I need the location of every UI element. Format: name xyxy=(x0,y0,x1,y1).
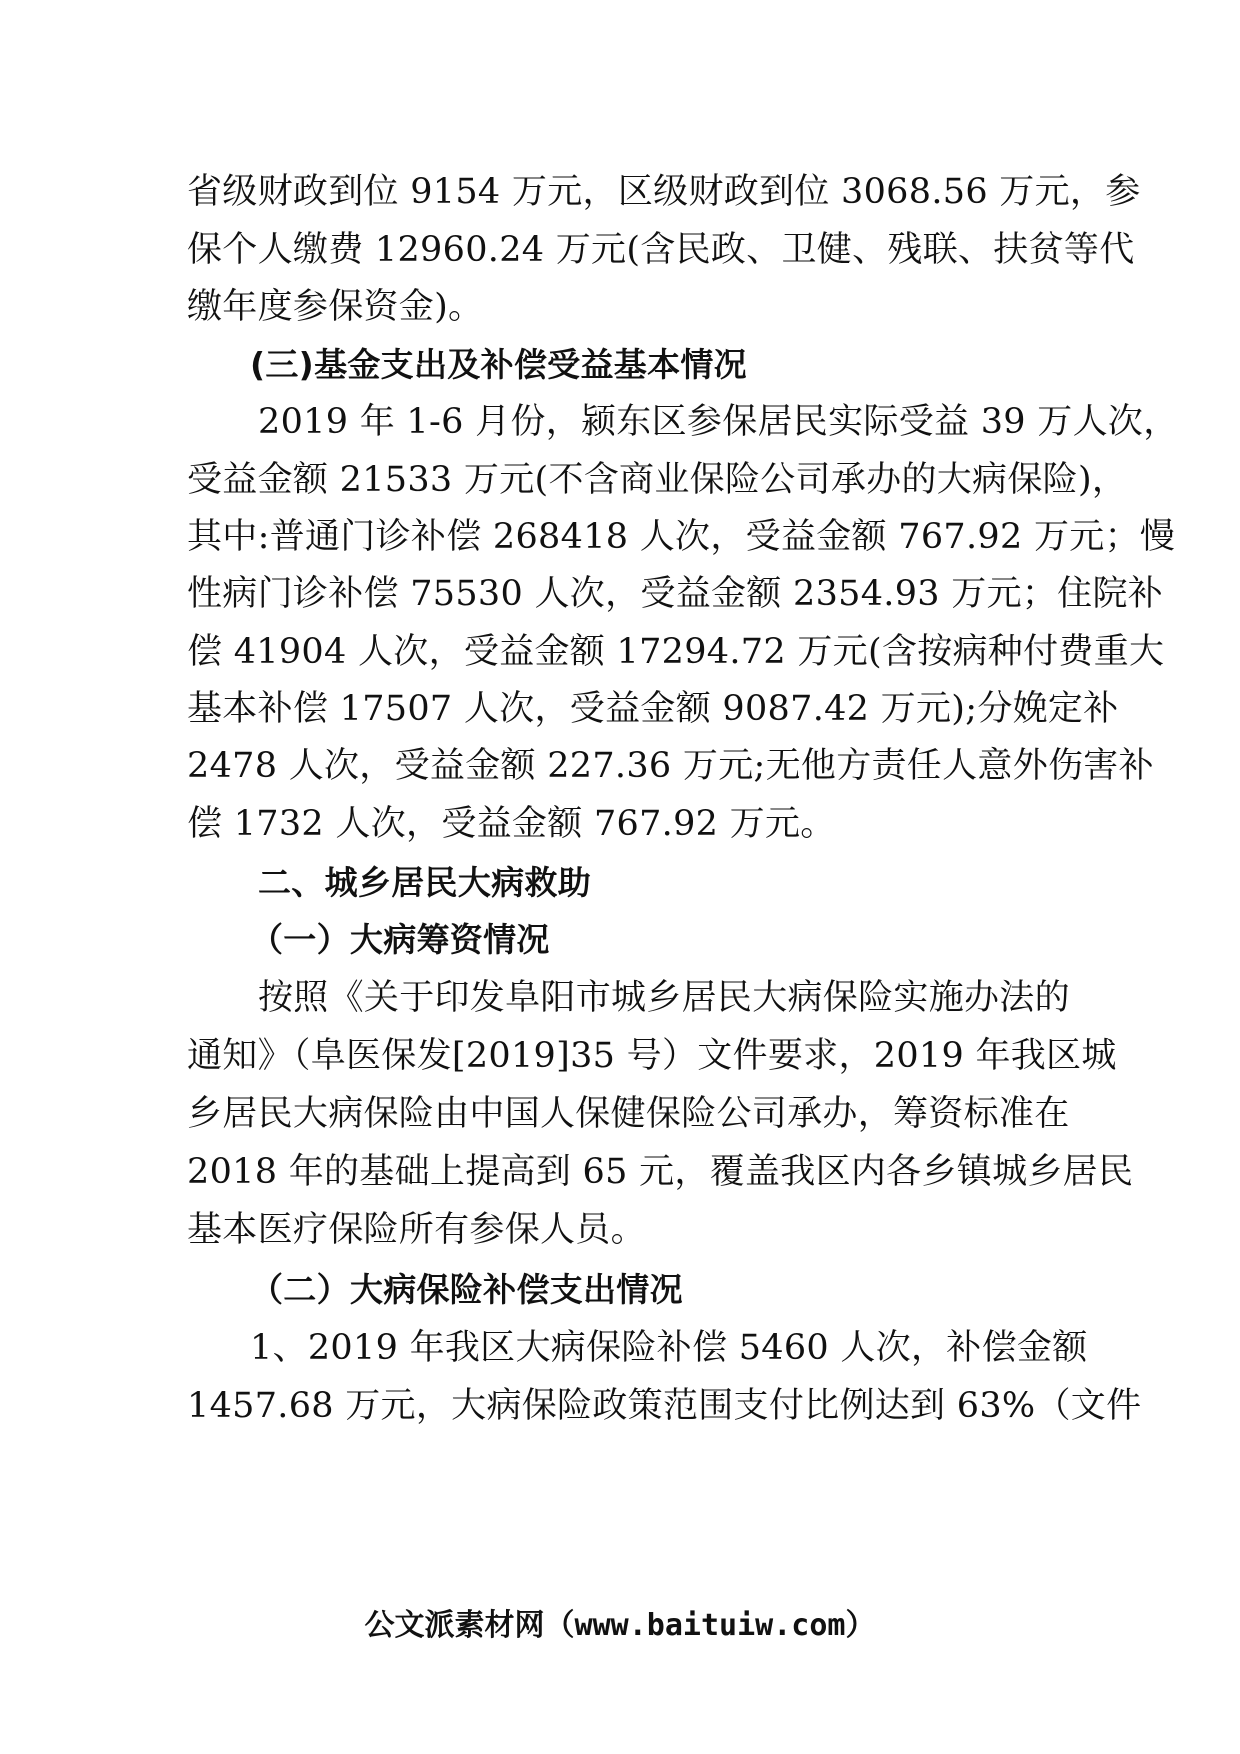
body-text-line: 偿 41904 人次，受益金额 17294.72 万元(含按病种付费重大 xyxy=(187,632,1165,672)
paragraph-first-line: 按照《关于印发阜阳市城乡居民大病保险实施办法的 xyxy=(258,978,1070,1018)
body-text-line: 乡居民大病保险由中国人保健保险公司承办，筹资标准在 xyxy=(187,1094,1070,1134)
body-text-line: 基本医疗保险所有参保人员。 xyxy=(187,1210,646,1250)
paragraph-first-line: 1、2019 年我区大病保险补偿 5460 人次，补偿金额 xyxy=(250,1328,1088,1368)
footer-watermark: 公文派素材网（www.baituiw.com） xyxy=(364,1608,876,1643)
body-text-line: 偿 1732 人次，受益金额 767.92 万元。 xyxy=(187,804,836,844)
body-text-line: 其中:普通门诊补偿 268418 人次，受益金额 767.92 万元；慢 xyxy=(187,517,1176,557)
body-text-line: 通知》（阜医保发[2019]35 号）文件要求，2019 年我区城 xyxy=(187,1036,1117,1076)
body-text-line: 保个人缴费 12960.24 万元(含民政、卫健、残联、扶贫等代 xyxy=(187,230,1135,270)
body-text-line: 省级财政到位 9154 万元，区级财政到位 3068.56 万元，参 xyxy=(187,172,1141,212)
chapter-heading: 二、城乡居民大病救助 xyxy=(258,863,591,902)
body-text-line: 2018 年的基础上提高到 65 元，覆盖我区内各乡镇城乡居民 xyxy=(187,1152,1134,1192)
body-text-line: 性病门诊补偿 75530 人次，受益金额 2354.93 万元；住院补 xyxy=(187,574,1164,614)
body-text-line: 1457.68 万元，大病保险政策范围支付比例达到 63%（文件 xyxy=(187,1386,1142,1426)
section-heading: (三)基金支出及补偿受益基本情况 xyxy=(250,345,747,384)
body-text-line: 基本补偿 17507 人次，受益金额 9087.42 万元);分娩定补 xyxy=(187,689,1119,729)
section-heading: （二）大病保险补偿支出情况 xyxy=(250,1270,683,1309)
section-heading: （一）大病筹资情况 xyxy=(250,920,550,959)
body-text-line: 2478 人次，受益金额 227.36 万元;无他方责任人意外伤害补 xyxy=(187,746,1154,786)
paragraph-first-line: 2019 年 1-6 月份，颍东区参保居民实际受益 39 万人次， xyxy=(258,402,1179,442)
body-text-line: 受益金额 21533 万元(不含商业保险公司承办的大病保险)， xyxy=(187,460,1128,500)
body-text-line: 缴年度参保资金)。 xyxy=(187,287,484,327)
